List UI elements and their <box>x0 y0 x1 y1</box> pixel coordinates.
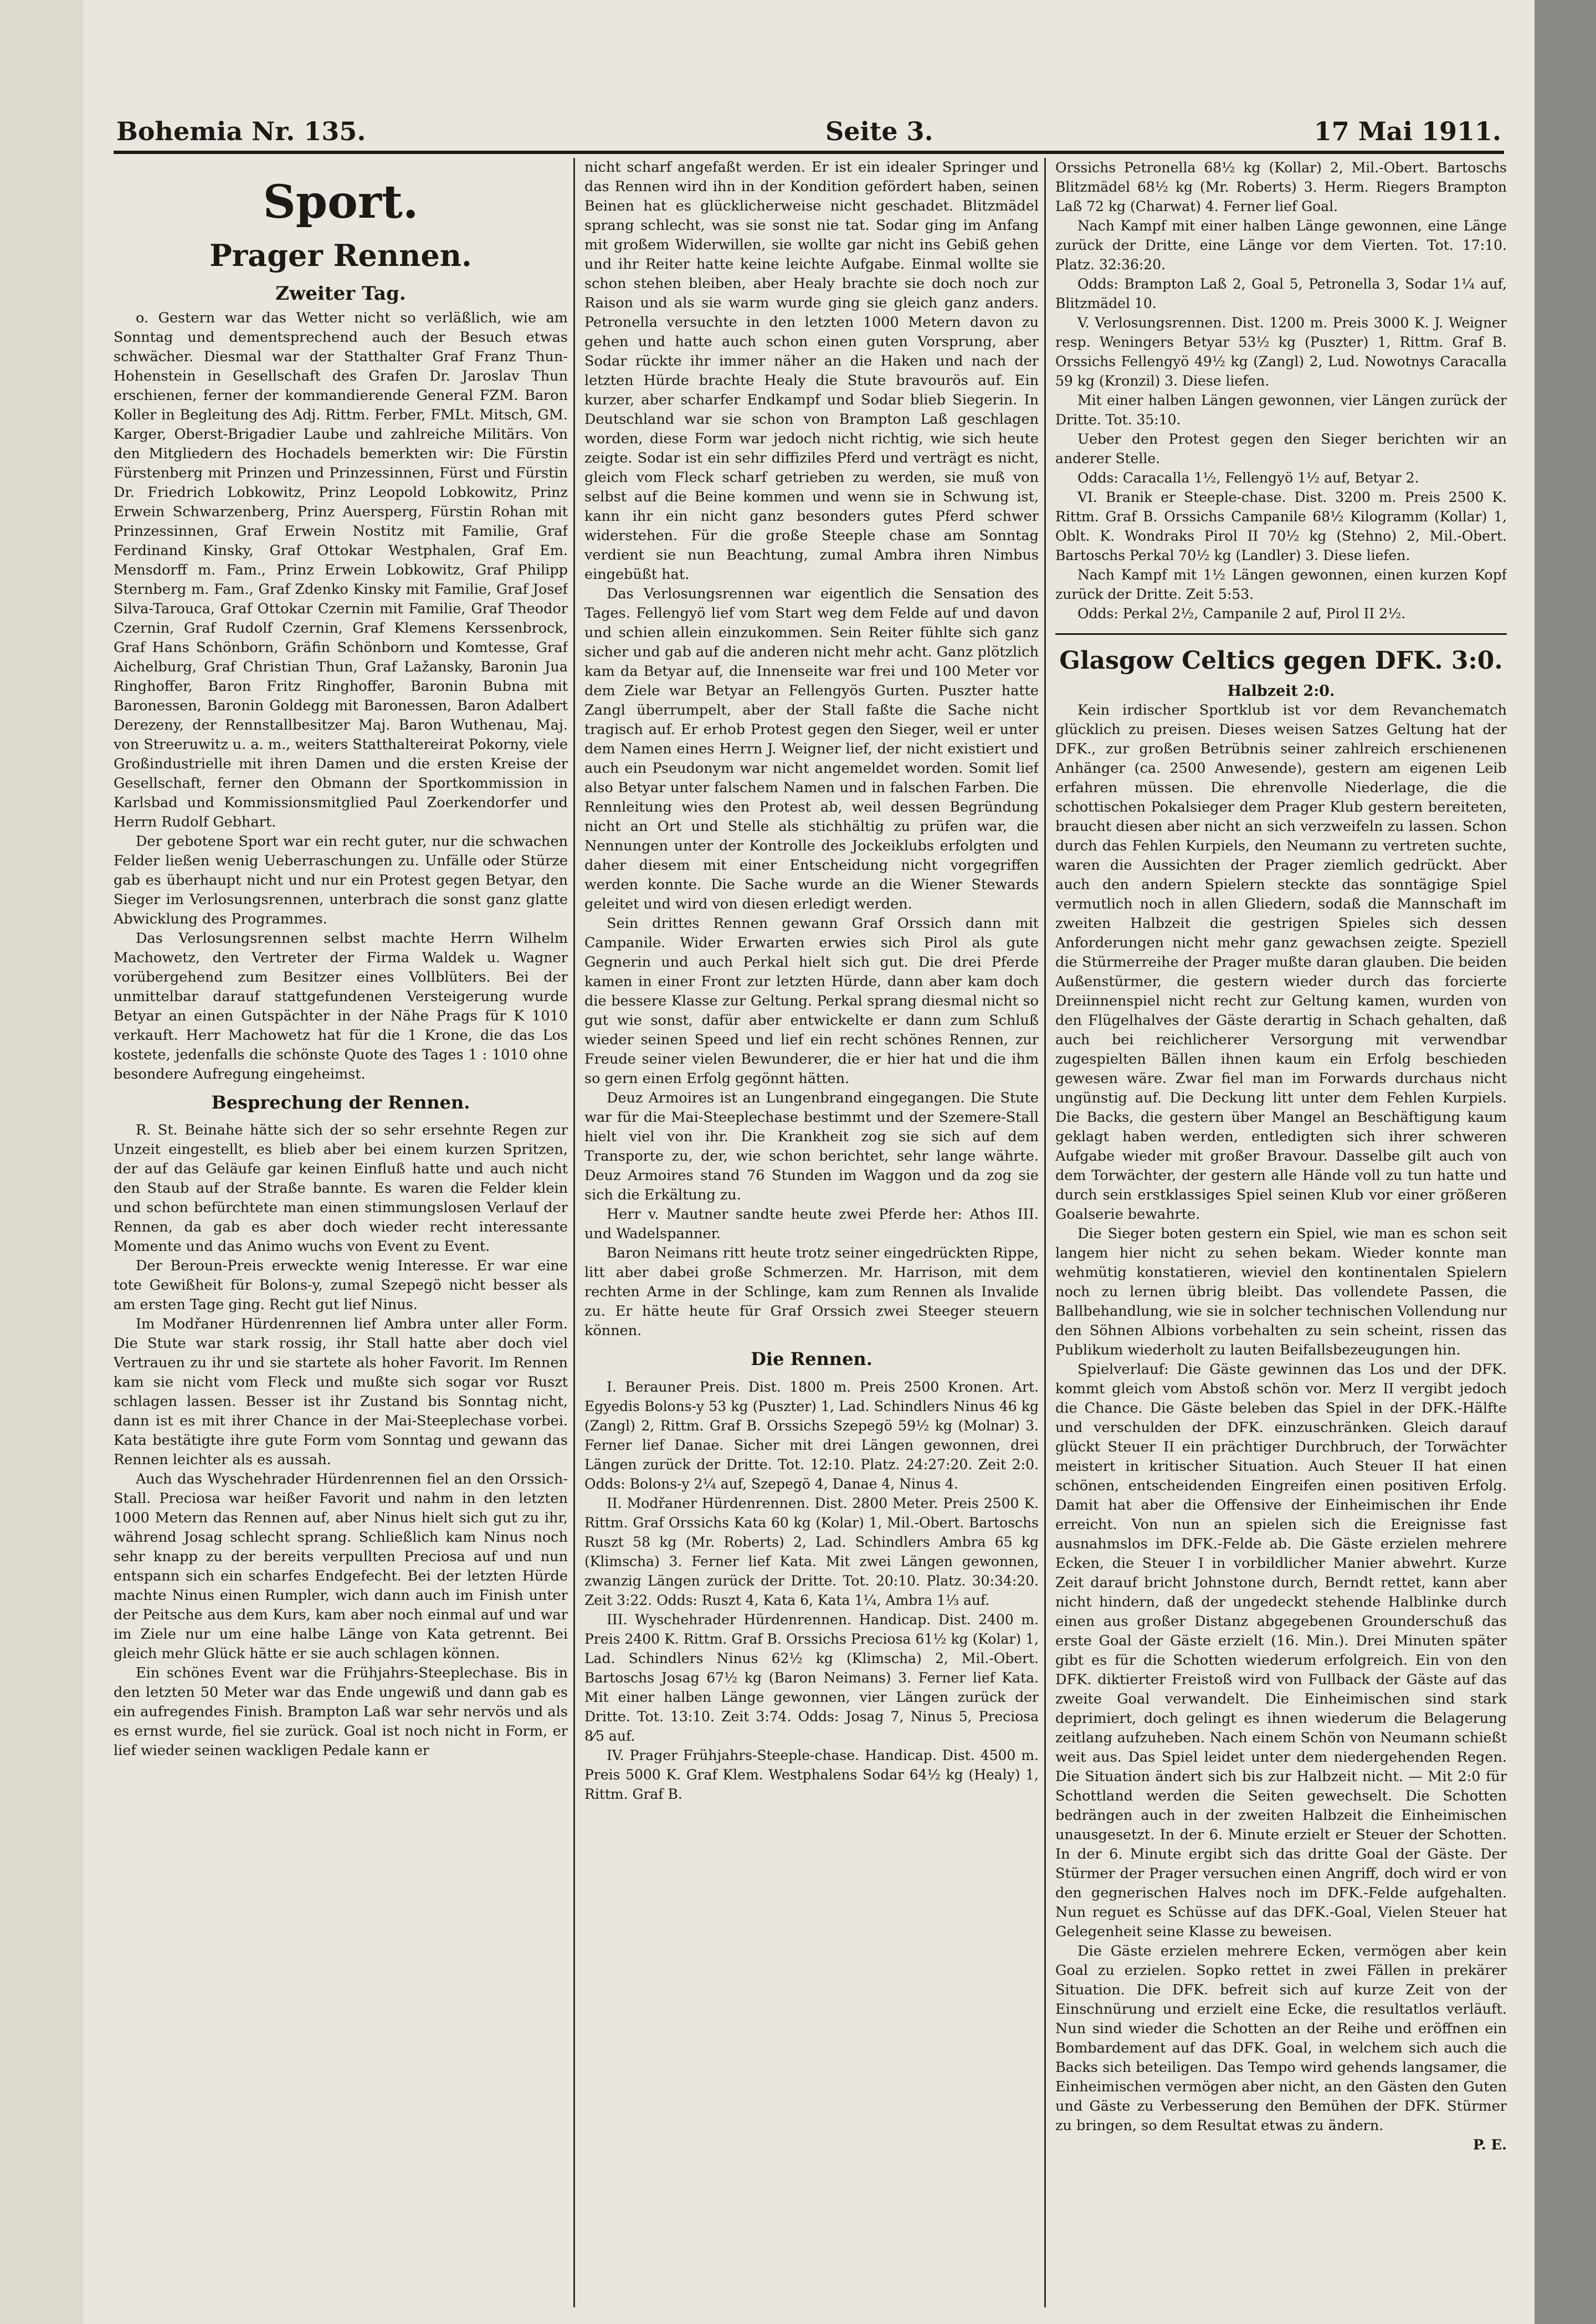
paragraph: Auch das Wyschehrader Hürdenrennen fiel an den Orssich-Stall. Preciosa war heißer Favorit und nahm in den letzten 1000 Metern das Rennen auf, aber Ninus hielt sich gut zu ihr, während Josag schlecht sprang. Schließlich kam Ninus noch sehr knapp zu der bereits verpullten Preciosa auf und nun entspann sich ein scharfes Endgefecht. Bei der letzten Hürde machte Ninus einen Rumpler, wich dann auch im Finish unter der Peitsche aus dem Kurs, kam aber noch einmal auf und war im Ziele nur um eine halbe Länge von Kata getrennt. Bei gleich mehr Glück hätte er sie auch schlagen können. <box>114 1471 568 1662</box>
race-result: Ueber den Protest gegen den Sieger berichten wir an anderer Stelle. <box>1055 431 1507 466</box>
author-signature: P. E. <box>1472 2137 1507 2153</box>
paragraph: Sein drittes Rennen gewann Graf Orssich dann mit Campanile. Wider Erwarten erwies sich Pirol als gute Gegnerin und auch Perkal hielt sich gut. Die drei Pferde kamen in einer Front zur letzten Hürde, dann aber kam doch die bessere Klasse zur Geltung. Perkal sprang diesmal nicht so gut wie sonst, dafür aber entwickelte er dann zum Schluß wieder seinen Speed und lief ein recht schönes Rennen, zur Freude seiner vielen Bewunderer, die er hier hat und die ihm so gern einen Erfolg gegönnt hätten. <box>584 915 1039 1087</box>
race-result: Nach Kampf mit 1½ Längen gewonnen, einen kurzen Kopf zurück der Dritte. Zeit 5:53. <box>1055 567 1507 602</box>
race-result: VI. Branik er Steeple-chase. Dist. 3200 m. Preis 2500 K. Rittm. Graf B. Orssichs Campanile 68½ Kilogramm (Kollar) 1, Oblt. K. Wondraks Pirol II 70½ kg (Stehno) 2, Mil.-Obert. Bartoschs Perkal 70½ kg (Landler) 3. Diese liefen. <box>1055 489 1507 563</box>
race-result: II. Modřaner Hürdenrennen. Dist. 2800 Meter. Preis 2500 K. Rittm. Graf Orssichs Kata 60 kg (Kolar) 1, Mil.-Obert. Bartoschs Ruszt 58 kg (Mr. Roberts) 2, Lad. Schindlers Ambra 65 kg (Klimscha) 3. Ferner lief Kata. Mit zwei Längen gewonnen, zwanzig Längen zurück der Dritte. Tot. 20:10. Platz. 30:34:20. Zeit 3:22. Odds: Ruszt 4, Kata 6, Kata 1¼, Ambra 1⅓ auf. <box>584 1495 1039 1608</box>
paragraph: Der Beroun-Preis erweckte wenig Interesse. Er war eine tote Gewißheit für Bolons-y, zumal Szepegö nicht besser als am ersten Tage ging. Recht gut lief Ninus. <box>114 1258 568 1313</box>
paragraph: o. Gestern war das Wetter nicht so verläßlich, wie am Sonntag und dementsprechend auch der Besuch etwas schwächer. Diesmal war der Statthalter Graf Franz Thun-Hohenstein in Gesellschaft des Grafen Dr. Jaroslav Thun erschienen, ferner der kommandierende General FZM. Baron Koller in Begleitung des Adj. Rittm. Ferber, FMLt. Mitsch, GM. Karger, Oberst-Brigadier Laube und zahlreiche Militärs. Von den Mitgliedern des Hochadels bemerkten wir: Die Fürstin Fürstenberg mit Prinzen und Prinzessinnen, Fürst und Fürstin Dr. Friedrich Lobkowitz, Prinz Leopold Lobkowitz, Prinz Erwein Schwarzenberg, Prinz Auersperg, Fürstin Rohan mit Prinzessinnen, Graf Erwein Nostitz mit Familie, Graf Ferdinand Kinsky, Graf Ottokar Westphalen, Graf Em. Mensdorff m. Fam., Prinz Erwein Lobkowitz, Graf Philipp Sternberg m. Fam., Graf Zdenko Kinsky mit Familie, Graf Josef Silva-Tarouca, Graf Ottokar Czernin mit Familie, Graf Theodor Czernin, Graf Rudolf Czernin, Graf Klemens Kerssenbrock, Graf Hans Schönborn, Gräfin Schönborn und Komtesse, Graf Aichelburg, Graf Christian Thun, Graf Lažansky, Baronin Jua Ringhoffer, Baron Fritz Ringhoffer, Baronin Bubna mit Baronessen, Baronin Goldegg mit Baronessen, Baron Adalbert Derezeny, der Rennstallbesitzer Maj. Baron Wuthenau, Maj. von Streeruwitz u. a. m., weiters Statthaltereirat Pokorny, viele Großindustrielle mit ihren Damen und die ersten Kreise der Gesellschaft, ferner den Obmann der Sportkommission in Karlsbad und Kommissionsmitglied Paul Zoerkendorfer und Herrn Rudolf Gebhart. <box>114 310 568 830</box>
column-rule <box>573 158 575 2307</box>
column-3 <box>1055 158 1507 2307</box>
race-result: Nach Kampf mit einer halben Länge gewonnen, eine Länge zurück der Dritte, eine Länge vor dem Vierten. Tot. 17:10. Platz. 32:36:20. <box>1055 218 1507 273</box>
halftime-score: Halbzeit 2:0. <box>1227 683 1335 700</box>
paragraph: Herr v. Mautner sandte heute zwei Pferde her: Athos III. und Wadelspanner. <box>584 1206 1039 1242</box>
column-2 <box>584 158 1039 2307</box>
paragraph: Spielverlauf: Die Gäste gewinnen das Los und der DFK. kommt gleich vom Abstoß schön vor. Merz II vergibt jedoch die Chance. Die Gäste beleben das Spiel in der DFK.-Hälfte und verschulden der DFK. einzuschränken. Gleich darauf glückt Steuer II ein prächtiger Durchbruch, der Torwächter meistert in kritischer Situation. Auch Steuer II hat einen schönen, entscheidenden Eingreifen einen positiven Erfolg. Damit hat aber die Offensive der Einheimischen ihr Ende erreicht. Von nun an spielen sich die Ereignisse fast ausnahmslos im DFK.-Felde ab. Die Gäste erzielen mehrere Ecken, die Steuer I in vorbildlicher Manier abwehrt. Kurze Zeit darauf bricht Johnstone durch, Berndt rettet, kann aber nicht hindern, daß der ungedeckt stehende Halblinke durch einen aus großer Distanz abgegebenen Grounderschuß das erste Goal der Gäste erzielt (16. Min.). Drei Minuten später gibt es für die Schotten wiederum erfolgreich. Ein von den DFK. diktierter Freistoß wird von Fullback der Gäste auf das zweite Goal verwandelt. Die Einheimischen sind stark deprimiert, doch gelingt es ihnen wiederum die Belagerung zeitlang aufzuheben. Nach einem Schön von Neumann schießt weit aus. Das Spiel leidet unter dem niedergehenden Regen. Die Situation ändert sich bis zur Halbzeit nicht. — Mit 2:0 für Schottland werden die Seiten gewechselt. Die Schotten bedrängen auch in der zweiten Halbzeit die Einheimischen unausgesetzt. In der 6. Minute erzielt er Steuer der Schotten. In der 6. Minute ergibt sich das dritte Goal der Gäste. Der Stürmer der Prager versuchen einen Angriff, doch wird er von den gegnerischen Halves noch im DFK.-Felde aufgehalten. Nun reguet es Schüsse auf das DFK.-Goal, Vielen Steuer hat Gelegenheit seine Klasse zu beweisen. <box>1055 1361 1507 1940</box>
paragraph: Das Verlosungsrennen selbst machte Herrn Wilhelm Machowetz, den Vertreter der Firma Waldek u. Wagner vorübergehend zum Besitzer eines Vollblüters. Bei der unmittelbar darauf stattgefundenen Versteigerung wurde Betyar an einen Gutspächter in der Nähe Prags für K 1010 verkauft. Herr Machowetz hat für die 1 Krone, die das Los kostete, jedenfalls die schönste Quote des Tages 1 : 1010 ohne besondere Aufregung eingeheimst. <box>114 930 568 1083</box>
divider <box>1055 633 1507 635</box>
paragraph: Die Sieger boten gestern ein Spiel, wie man es schon seit langem hier nicht zu sehen bekam. Wieder konnte man wehmütig konstatieren, wieviel den kontinentalen Spielern noch zu lernen übrig bleibt. Das vollendete Passen, die Ballbehandlung, wie sie in solcher technischen Vollendung nur den Söhnen Albions vorbehalten zu sein scheint, rissen das Publikum wiederholt zu lauten Beifallsbezeugungen hin. <box>1055 1225 1507 1358</box>
page-number: Seite 3. <box>825 116 933 146</box>
publication-name: Bohemia Nr. 135. <box>116 116 366 146</box>
page-edge <box>1535 0 1596 2324</box>
column-1 <box>114 158 568 2307</box>
paragraph: nicht scharf angefaßt werden. Er ist ein idealer Springer und das Rennen wird ihn in der Kondition gefördert haben, seinen Beinen hat es glücklicherweise nicht geschadet. Blitzmädel sprang schlecht, was sie sonst nie tat. Sodar ging im Anfang mit großem Widerwillen, sie wollte gar nicht ins Gebiß gehen und ihr Reiter hatte keine leichte Aufgabe. Einmal wollte sie schon stehen bleiben, aber Healy brachte sie doch noch zur Raison und als sie warm wurde ging sie gleich ganz anders. Petronella versuchte in den letzten 1000 Metern davon zu gehen und hatte auch schon einen guten Vorsprung, aber Sodar rückte ihr immer näher an die Haken und nach der letzten Hürde brachte Healy die Stute bravourös auf. Ein kurzer, aber scharfer Endkampf und Sodar blieb Siegerin. In Deutschland war sie schon von Brampton Laß geschlagen worden, diese Form war jedoch nicht richtig, wie sich heute zeigte. Sodar ist ein sehr diffiziles Pferd und verträgt es nicht, gleich vom Fleck scharf getrieben zu werden, sie muß von selbst auf die Beine kommen und wenn sie in Schwung ist, kann ihr ein nicht ganz besonders gutes Pferd schwer widerstehen. Für die große Steeple chase am Sonntag verdient sie nun Beachtung, zumal Ambra ihren Nimbus eingebüßt hat. <box>584 159 1039 583</box>
section-title: Sport. <box>263 176 419 229</box>
subheading: Die Rennen. <box>751 1348 873 1369</box>
paragraph: Der gebotene Sport war ein recht guter, nur die schwachen Felder ließen wenig Ueberraschungen zu. Unfälle oder Stürze gab es überhaupt nicht und nur ein Protest gegen Betyar, den Sieger im Verlosungsrennen, unterbrach die sonst ganz glatte Abwicklung des Programmes. <box>114 833 568 927</box>
race-result: I. Berauner Preis. Dist. 1800 m. Preis 2500 Kronen. Art. Egyedis Bolons-y 53 kg (Puszter) 1, Lad. Schindlers Ninus 46 kg (Zangl) 2, Rittm. Graf B. Orssichs Szepegö 59½ kg (Molnar) 3. Ferner lief Danae. Sicher mit drei Längen gewonnen, drei Längen zurück der Dritte. Tot. 12:10. Platz. 24:27:20. Zeit 2:0. Odds: Bolons-y 2¼ auf, Szepegö 4, Danae 4, Ninus 4. <box>584 1379 1039 1492</box>
paragraph: Im Modřaner Hürdenrennen lief Ambra unter aller Form. Die Stute war stark rossig, ihr Stall hatte aber doch viel Vertrauen zu ihr und sie startete als hoher Favorit. Im Rennen kam sie nicht vom Fleck und mußte sich sogar vor Ruszt schlagen lassen. Besser ist ihr Zustand bis Sonntag nicht, dann ist es mit ihrer Chance in der Mai-Steeplechase vorbei. Kata bestätigte ihre gute Form vom Sonntag und gewann das Rennen leichter als es aussah. <box>114 1316 568 1468</box>
issue-date: 17 Mai 1911. <box>1313 116 1501 146</box>
race-result: Odds: Brampton Laß 2, Goal 5, Petronella 3, Sodar 1¼ auf, Blitzmädel 10. <box>1055 276 1507 311</box>
article-title: Glasgow Celtics gegen DFK. 3:0. <box>1059 647 1503 675</box>
race-result: Odds: Perkal 2½, Campanile 2 auf, Pirol II 2½. <box>1077 606 1406 622</box>
header-rule <box>114 151 1504 154</box>
column-rule <box>1044 158 1046 2307</box>
paragraph: Deuz Armoires ist an Lungenbrand eingegangen. Die Stute war für die Mai-Steeplechase bestimmt und der Szemere-Stall hielt viel von ihr. Die Krankheit zog sie sich auf dem Transporte zu, der, wie schon berichtet, sehr lange währte. Deuz Armoires stand 76 Stunden im Waggon und da zog sie sich die Erkältung zu. <box>584 1090 1039 1203</box>
page-header <box>116 116 1501 150</box>
newspaper-page <box>83 0 1535 2324</box>
article-kicker: Zweiter Tag. <box>275 283 406 305</box>
race-result: Orssichs Petronella 68½ kg (Kollar) 2, Mil.-Obert. Bartoschs Blitzmädel 68½ kg (Mr. Roberts) 3. Herm. Riegers Brampton Laß 72 kg (Charwat) 4. Ferner lief Goal. <box>1055 160 1507 214</box>
race-result: Mit einer halben Längen gewonnen, vier Längen zurück der Dritte. Tot. 35:10. <box>1055 392 1507 428</box>
race-result: Odds: Caracalla 1½, Fellengyö 1½ auf, Betyar 2. <box>1077 470 1419 486</box>
paragraph: Ein schönes Event war die Frühjahrs-Steeplechase. Bis in den letzten 50 Meter war das Ende ungewiß und dann gab es ein aufregendes Finish. Brampton Laß war sehr nervös und als es ernst wurde, fiel sie zurück. Goal ist noch nicht in Form, er lief wieder seinen wackligen Pedale kann er <box>114 1665 568 1759</box>
race-result: IV. Prager Frühjahrs-Steeple-chase. Handicap. Dist. 4500 m. Preis 5000 K. Graf Klem. Westphalens Sodar 64½ kg (Healy) 1, Rittm. Graf B. <box>584 1747 1039 1802</box>
paragraph: R. St. Beinahe hätte sich der so sehr ersehnte Regen zur Unzeit eingestellt, es blieb aber bei einem kurzen Spritzen, der auf das Geläufe gar keinen Einfluß hatte und auch nicht den Staub auf der Straße bannte. Es waren die Felder klein und schon befürchtete man einen stimmungslosen Verlauf der Rennen, da gab es aber doch wieder recht interessante Momente und das Animo wuchs von Event zu Event. <box>114 1122 568 1255</box>
article-title: Prager Rennen. <box>209 238 472 273</box>
subheading: Besprechung der Rennen. <box>211 1092 470 1113</box>
paragraph: Baron Neimans ritt heute trotz seiner eingedrückten Rippe, litt aber dabei große Schmerzen. Mr. Harrison, mit dem rechten Arme in der Schlinge, kam zum Rennen als Invalide zu. Er hätte heute für Graf Orssich zwei Steeger steuern können. <box>584 1245 1039 1339</box>
race-result: V. Verlosungsrennen. Dist. 1200 m. Preis 3000 K. J. Weigner resp. Weningers Betyar 53½ kg (Puszter) 1, Rittm. Graf B. Orssichs Fellengyö 49½ kg (Zangl) 2, Lud. Nowotnys Caracalla 59 kg (Kronzil) 3. Diese liefen. <box>1055 315 1507 389</box>
paragraph: Kein irdischer Sportklub ist vor dem Revanchematch glücklich zu preisen. Dieses weisen Satzes Geltung hat der DFK., zur großen Betrübnis seiner zahlreich erschienenen Anhänger (ca. 2500 Anwesende), gestern am eigenen Leib erfahren müssen. Die ehrenvolle Niederlage, die die schottischen Pokalsieger dem Prager Klub gestern bereiteten, braucht diesen aber nicht an sich verzweifeln zu lassen. Schon durch das Fehlen Kurpiels, den Neumann zu vertreten suchte, waren die Aussichten der Prager ziemlich gedrückt. Aber auch den andern Spielern steckte das sonntägige Spiel vermutlich noch in allen Gliedern, sodaß die Mannschaft im zweiten Halbzeit die gestrigen Spieles sich dessen Anforderungen nicht mehr ganz gewachsen zeigte. Speziell die Stürmerreihe der Prager mußte daran glauben. Die beiden Außenstürmer, die gestern wieder durch das forcierte Dreiinnenspiel nicht recht zur Geltung kamen, wurden von den Flügelhalves der Gäste derartig in Schach gehalten, daß auch bei reichlicherer Versorgung mit verwendbar zugespielten Bällen ihnen kaum ein Erfolg beschieden gewesen wäre. Zwar fiel man im Forwards durchaus nicht ungünstig auf. Die Deckung litt unter dem Fehlen Kurpiels. Die Backs, die gestern über Mangel an Beschäftigung kaum geklagt haben werden, entledigten sich ihrer schweren Aufgabe wieder mit großer Bravour. Dasselbe gilt auch von dem Torwächter, der gestern alle Hände voll zu tun hatte und durch sein erstklassiges Spiel seinen Klub vor einer größeren Goalserie bewahrte. <box>1055 702 1507 1223</box>
race-result: III. Wyschehrader Hürdenrennen. Handicap. Dist. 2400 m. Preis 2400 K. Rittm. Graf B. Orssichs Preciosa 61½ kg (Kolar) 1, Lad. Schindlers Ninus 62½ kg (Klimscha) 2, Mil.-Obert. Bartoschs Josag 67½ kg (Baron Neimans) 3. Ferner lief Kata. Mit einer halben Länge gewonnen, vier Längen zurück der Dritte. Tot. 13:10. Zeit 3:74. Odds: Josag 7, Ninus 5, Preciosa 8⁄5 auf. <box>584 1612 1039 1744</box>
paragraph: Das Verlosungsrennen war eigentlich die Sensation des Tages. Fellengyö lief vom Start weg dem Felde auf und davon und schien allein einzukommen. Sein Reiter fühlte sich ganz sicher und gab auf die anderen nicht mehr acht. Ganz plötzlich kam da Betyar auf, die Innenseite war frei und 100 Meter vor dem Ziele war Betyar an Fellengyös Gurten. Puszter hatte Zangl überrumpelt, aber der Stall faßte die Sache nicht tragisch auf. Er erhob Protest gegen den Sieger, weil er unter dem Namen eines Herrn J. Weigner lief, der nicht existiert und auch ein Pseudonym war nicht angemeldet worden. Somit lief also Betyar unter falschem Namen und in falschen Farben. Die Rennleitung wies den Protest ab, weil dessen Begründung nicht an Ort und Stelle als stichhältig zu prüfen war, die Nennungen unter der Kontrolle des Jockeiklubs erfolgten und daher diesem mit einer Entscheidung nicht vorgegriffen werden konnte. Die Sache wurde an die Wiener Stewards geleitet und wird von diesen erledigt werden. <box>584 586 1039 912</box>
paragraph: Die Gäste erzielen mehrere Ecken, vermögen aber kein Goal zu erzielen. Sopko rettet in zwei Fällen in prekärer Situation. Die DFK. befreit sich auf kurze Zeit von der Einschnürung und erzielt eine Ecke, die resultatlos verläuft. Nun sind wieder die Schotten an der Reihe und eröffnen ein Bombardement auf das DFK. Goal, in welchem sich auch die Backs sich beteiligen. Das Tempo wird gehends langsamer, die Einheimischen vermögen aber nicht, an den Gästen den Guten und Gäste zu Verbesserung den Bemühen der DFK. Stürmer zu bringen, so dem Resultat etwas zu ändern. <box>1055 1943 1507 2134</box>
